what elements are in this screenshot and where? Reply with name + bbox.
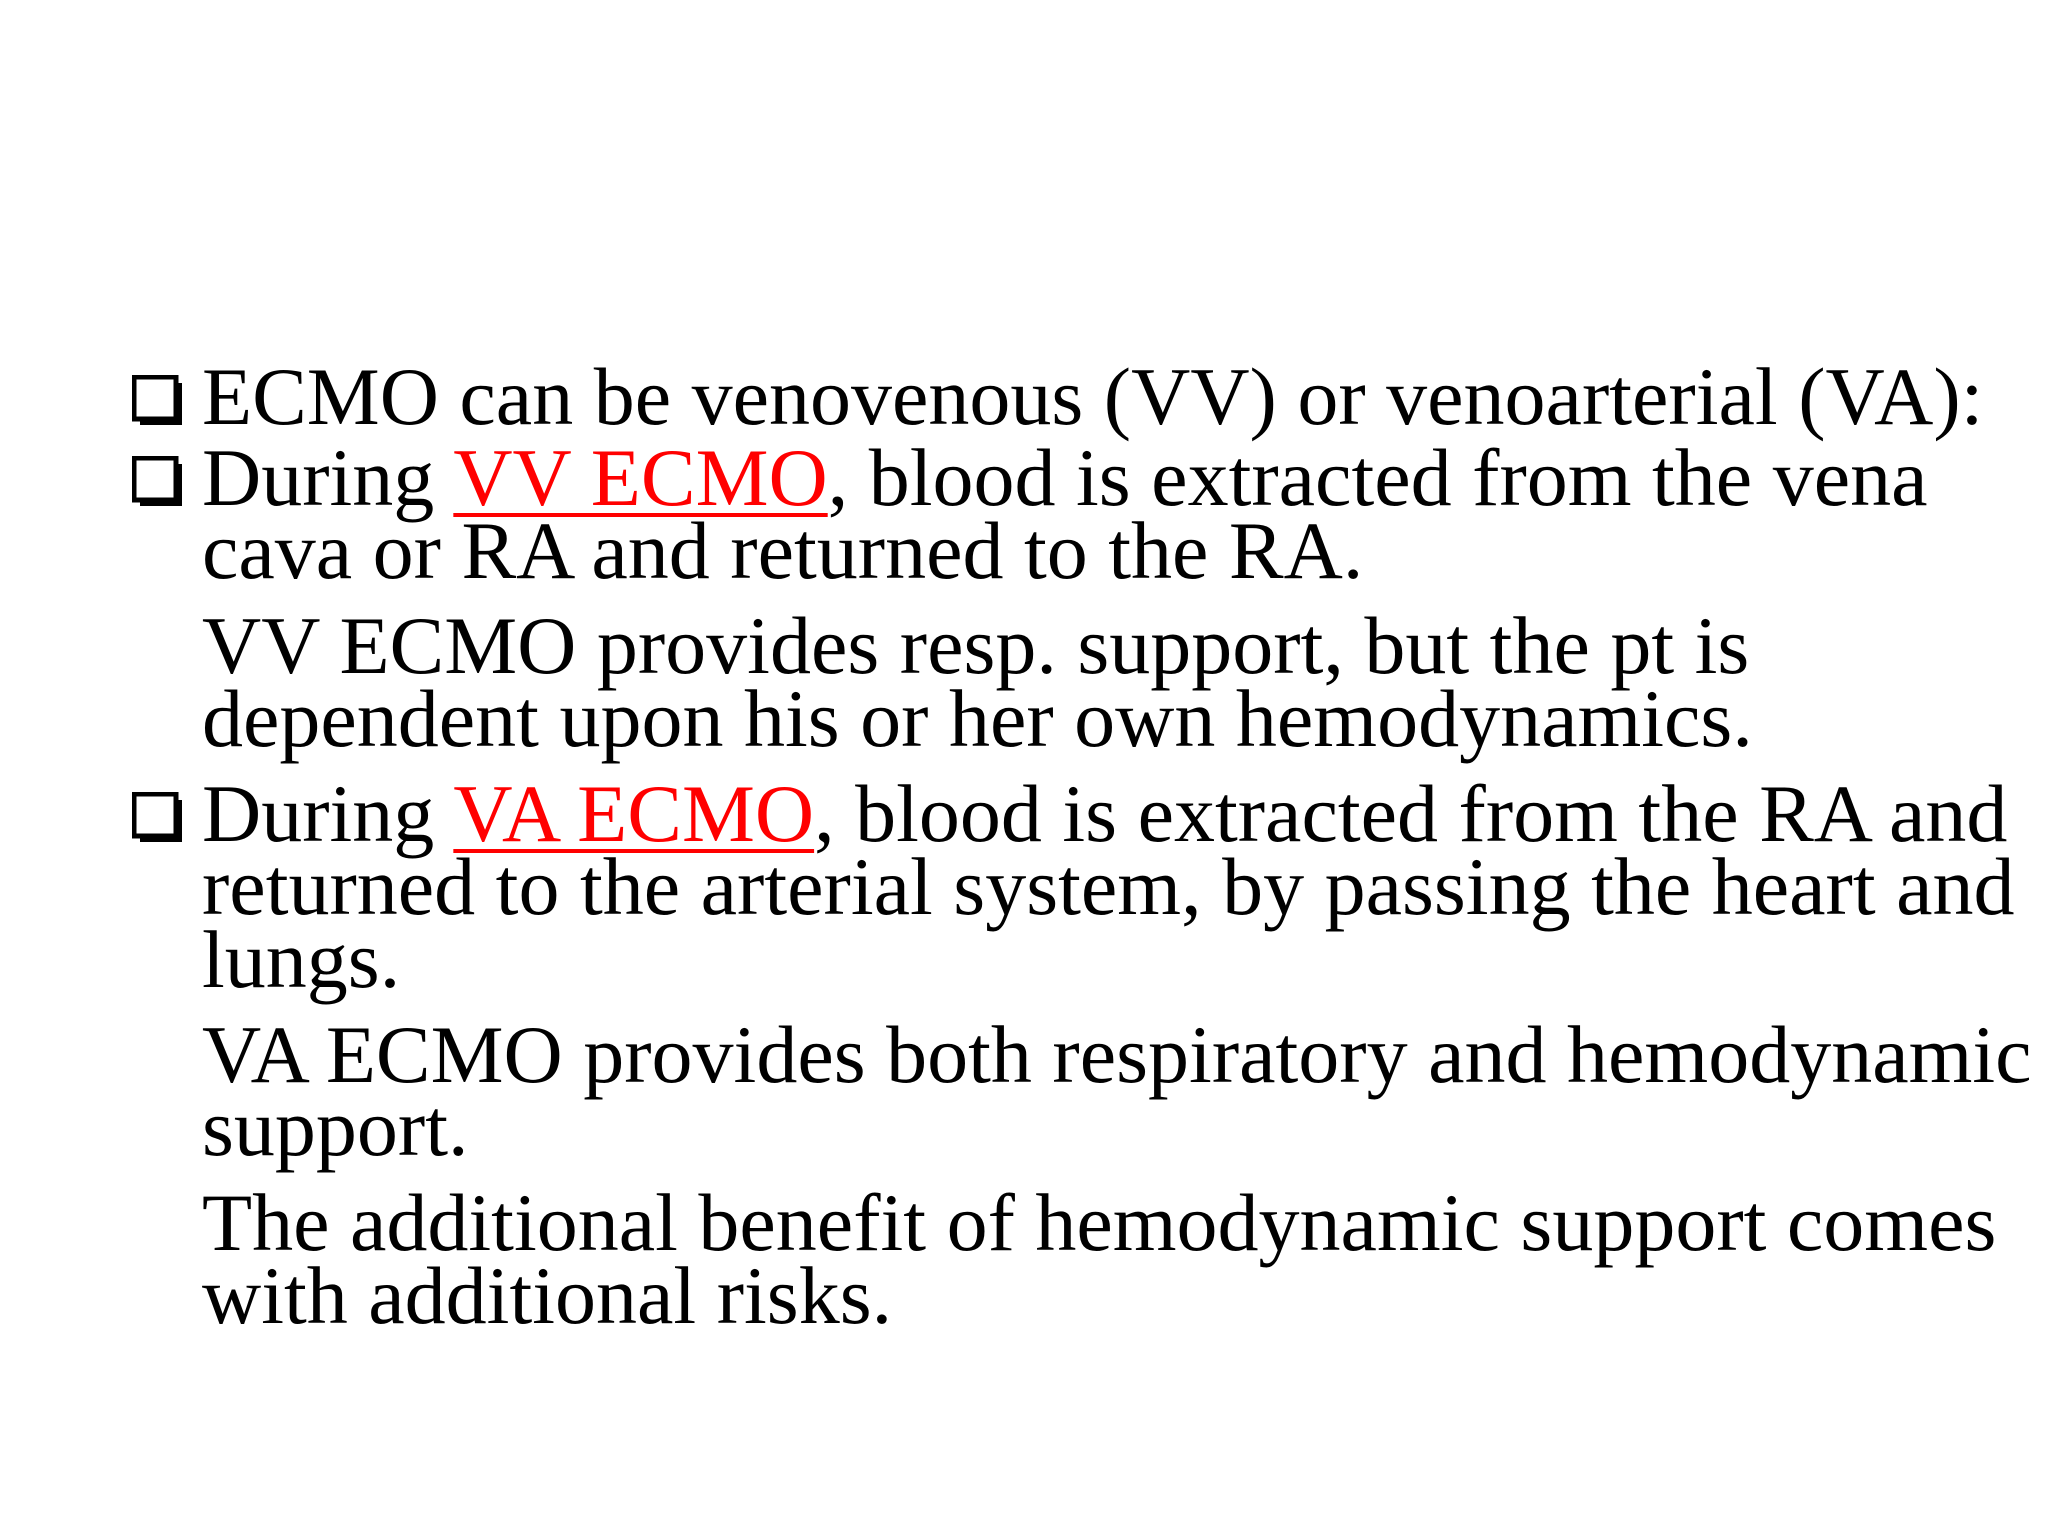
bullet-list — [128, 351, 2032, 1341]
paragraph-additional-risks — [128, 1177, 1997, 1341]
checkbox-bullet-icon — [132, 456, 184, 508]
text-segment: , blood is extracted from the RA and — [814, 768, 2008, 859]
checkbox-bullet-icon — [132, 792, 184, 844]
vv-ecmo-link[interactable]: VV ECMO — [453, 432, 828, 523]
paragraph-va-support — [128, 1009, 2032, 1173]
paragraph-text-line: support. — [202, 1082, 469, 1173]
text-segment: , blood is extracted from the vena — [827, 432, 1928, 523]
paragraph-text-line: VV ECMO provides resp. support, but the pt is — [202, 600, 1750, 691]
paragraph-vv-support — [128, 600, 1958, 764]
paragraph-text-line: VA ECMO provides both respiratory and hemodynamic — [202, 1009, 2032, 1100]
bullet-item-va-ecmo — [128, 768, 2015, 1005]
bullet-item-vv-ecmo — [128, 432, 1958, 596]
bullet-text-line: lungs. — [202, 914, 401, 1005]
bullet-text-line — [202, 432, 1958, 523]
paragraph-text-line: with additional risks. — [202, 1250, 893, 1341]
text-segment: During — [202, 768, 454, 859]
paragraph-text-line: The additional benefit of hemodynamic support comes — [202, 1177, 1997, 1268]
bullet-text: ECMO can be venovenous (VV) or venoarterial (VA): — [202, 351, 1984, 442]
bullet-text-line: returned to the arterial system, by passing the heart and — [202, 841, 2015, 932]
checkbox-bullet-icon — [132, 375, 184, 427]
text-segment: During — [202, 432, 454, 523]
va-ecmo-link[interactable]: VA ECMO — [453, 768, 815, 859]
bullet-text-line: cava or RA and returned to the RA. — [202, 505, 1364, 596]
bullet-text-line — [202, 768, 2008, 859]
bullet-item-ecmo-types — [128, 351, 1984, 442]
paragraph-text-line: dependent upon his or her own hemodynamics. — [202, 673, 1753, 764]
